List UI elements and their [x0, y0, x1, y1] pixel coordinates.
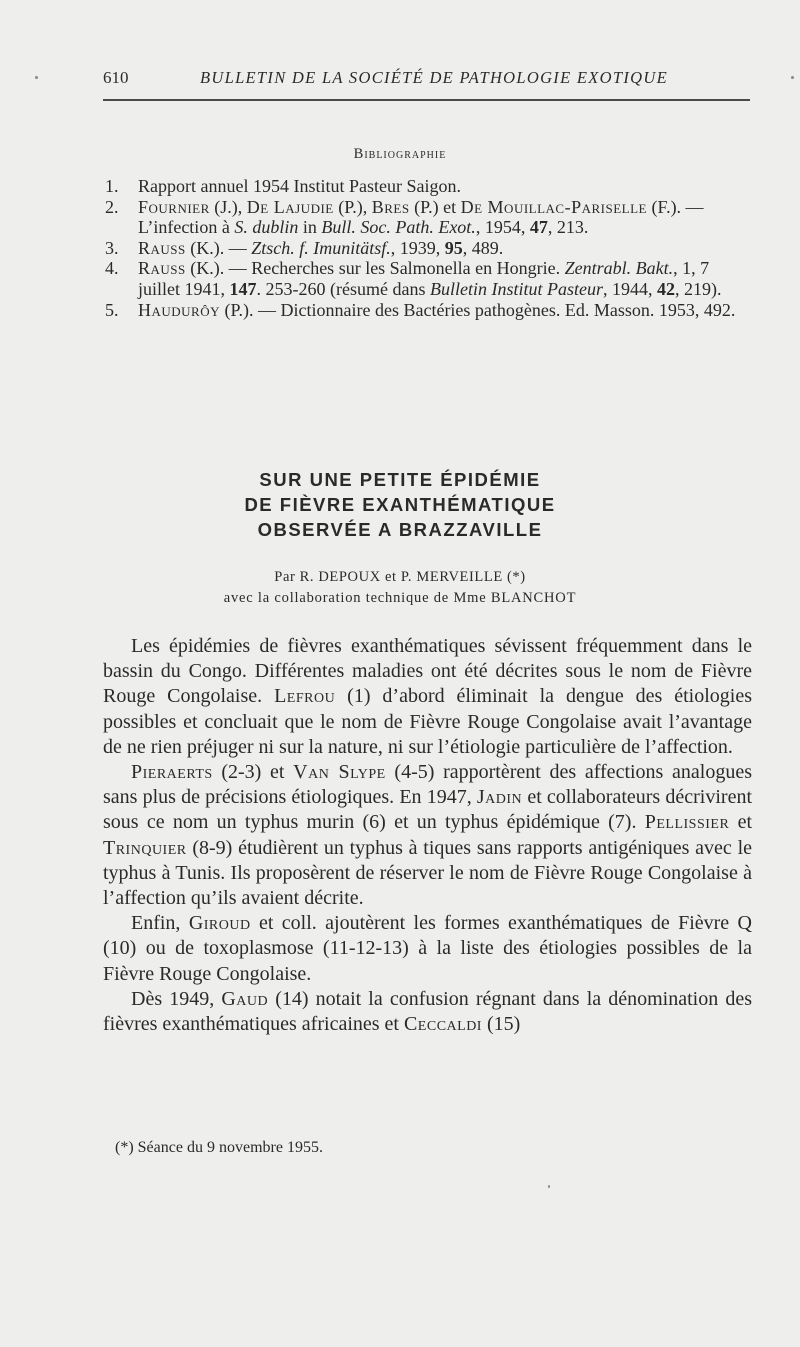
text-run: (2-3) et [212, 761, 294, 784]
item-text: , 1944, [602, 278, 657, 299]
body-paragraph [103, 911, 752, 987]
item-text: , 219). [674, 278, 722, 299]
text-run: Les épidémies de fièvres exanthématiques sévissent fréquemment dans le bassin du Congo. Différentes maladies ont été décrites sous le nom de Fièvre Rouge Congolaise. [103, 635, 752, 708]
journal-name: Bull. Soc. Path. Exot. [321, 217, 476, 238]
author-name: Pieraerts [131, 761, 213, 784]
item-text: , 1, 7 juillet 1941, [138, 258, 710, 299]
author-name: Bres [371, 196, 410, 217]
scan-speck [791, 76, 794, 79]
item-text: (K.). — Recherches sur les Salmonella en Hongrie. [185, 258, 565, 279]
bibliography-item [105, 176, 755, 197]
item-text: Rapport annuel 1954 Institut Pasteur Saigon. [138, 176, 461, 196]
author-name: Trinquier [103, 836, 187, 859]
body-paragraph [103, 987, 752, 1037]
text-run: (15) [481, 1013, 521, 1036]
item-number: 5. [105, 299, 119, 320]
bibliography-item [105, 300, 755, 321]
item-text: . 253-260 (résumé dans [256, 278, 430, 299]
author-name: Gaud [221, 987, 269, 1010]
bibliography-item [105, 197, 755, 238]
journal-name: Bulletin Institut Pasteur [429, 278, 603, 299]
author-name: Haudurôy [138, 299, 220, 320]
author-name: Van Slype [293, 761, 386, 784]
text-run: et coll. ajoutèrent les formes exanthématiques de Fièvre Q (10) ou de toxoplasmose (11-12-13) à la liste des étiologies possibles de la Fièvre Rouge Congolaise. [103, 912, 753, 985]
scan-speck [548, 1185, 550, 1188]
text-run: (14) notait la confusion régnant dans la dénomination des fièvres exanthématiques africaines et [103, 987, 752, 1036]
item-text: (P.). — Dictionnaire des Bactéries pathogènes. Ed. Masson. 1953, 492. [220, 299, 736, 320]
author-name: Lefrou [274, 685, 336, 708]
item-text: (J.), [209, 196, 247, 217]
text-run: et [729, 811, 752, 834]
running-header [103, 68, 750, 92]
text-run: (8-9) étudièrent un typhus à tiques sans rapports antigéniques avec le typhus à Tunis. Ils proposèrent de réserver le nom de Fièvre Rouge Congolaise à l’affection qu’ils avaient décrite. [103, 836, 752, 910]
bibliography-list [105, 176, 755, 320]
item-text: , 213. [547, 217, 589, 238]
scan-speck [35, 76, 38, 79]
page-number: 610 [103, 68, 129, 87]
author-name: De Lajudie [246, 196, 334, 217]
volume-number: 147 [229, 278, 257, 299]
item-number: 2. [105, 196, 119, 217]
species-name: S. dublin [234, 217, 299, 238]
item-text: (F.). — L’infection à [138, 196, 704, 238]
item-text: , 1939, [390, 237, 445, 258]
author-name: De Mouillac-Pariselle [460, 196, 647, 217]
item-number: 4. [105, 258, 119, 279]
text-run: (4-5) rapportèrent des affections analogues sans plus de précisions étiologiques. En 1947, [103, 761, 752, 809]
author-name: Ceccaldi [403, 1013, 482, 1036]
header-rule [103, 99, 750, 101]
journal-name: Zentrabl. Bakt. [564, 258, 674, 279]
item-text: , 489. [462, 237, 504, 258]
volume-number: 42 [656, 278, 675, 299]
article-authors: Par R. DEPOUX et P. MERVEILLE (*) [274, 569, 526, 585]
journal-title: BULLETIN DE LA SOCIÉTÉ DE PATHOLOGIE EXOTIQUE [200, 68, 668, 87]
author-name: Fournier [138, 196, 210, 217]
item-text: in [298, 217, 322, 238]
title-line: DE FIÈVRE EXANTHÉMATIQUE [244, 494, 556, 515]
text-run: (1) d’abord éliminait la dengue des étiologies possibles et concluait que le nom de Fièvre Rouge Congolaise avait l’avantage de ne rien préjuger ni sur la nature, ni sur l’étiologie particulière de l’affection. [103, 685, 752, 758]
title-line: SUR UNE PETITE ÉPIDÉMIE [259, 469, 541, 490]
title-line: OBSERVÉE A BRAZZAVILLE [257, 519, 543, 540]
volume-number: 95 [444, 237, 463, 258]
body-paragraph [103, 634, 752, 760]
text-run: et collaborateurs décrivirent sous ce nom un typhus murin (6) et un typhus épidémique (7). [103, 786, 752, 834]
author-name: Rauss [138, 258, 186, 279]
bibliography-item [105, 238, 755, 259]
item-text: (P.) et [409, 196, 461, 217]
footnote: (*) Séance du 9 novembre 1955. [115, 1139, 323, 1156]
item-text: , 1954, [475, 217, 530, 238]
bibliography-item [105, 258, 755, 299]
item-text: (P.), [333, 196, 372, 217]
text-run: Enfin, [131, 912, 189, 935]
bibliography-heading: Bibliographie [353, 146, 447, 162]
item-text: (K.). — [185, 237, 252, 258]
item-number: 1. [105, 176, 119, 196]
author-name: Giroud [188, 912, 251, 935]
journal-name: Ztsch. f. Imunitätsf. [251, 237, 391, 258]
article-body [103, 634, 752, 1037]
author-name: Jadin [476, 786, 523, 809]
article-title [0, 467, 800, 542]
volume-number: 47 [529, 217, 548, 238]
item-number: 3. [105, 237, 119, 258]
body-paragraph [103, 760, 752, 911]
author-name: Rauss [138, 237, 186, 258]
text-run: Dès 1949, [131, 987, 222, 1010]
article-collaboration: avec la collaboration technique de Mme BLANCHOT [223, 590, 577, 606]
author-name: Pellissier [644, 811, 730, 834]
